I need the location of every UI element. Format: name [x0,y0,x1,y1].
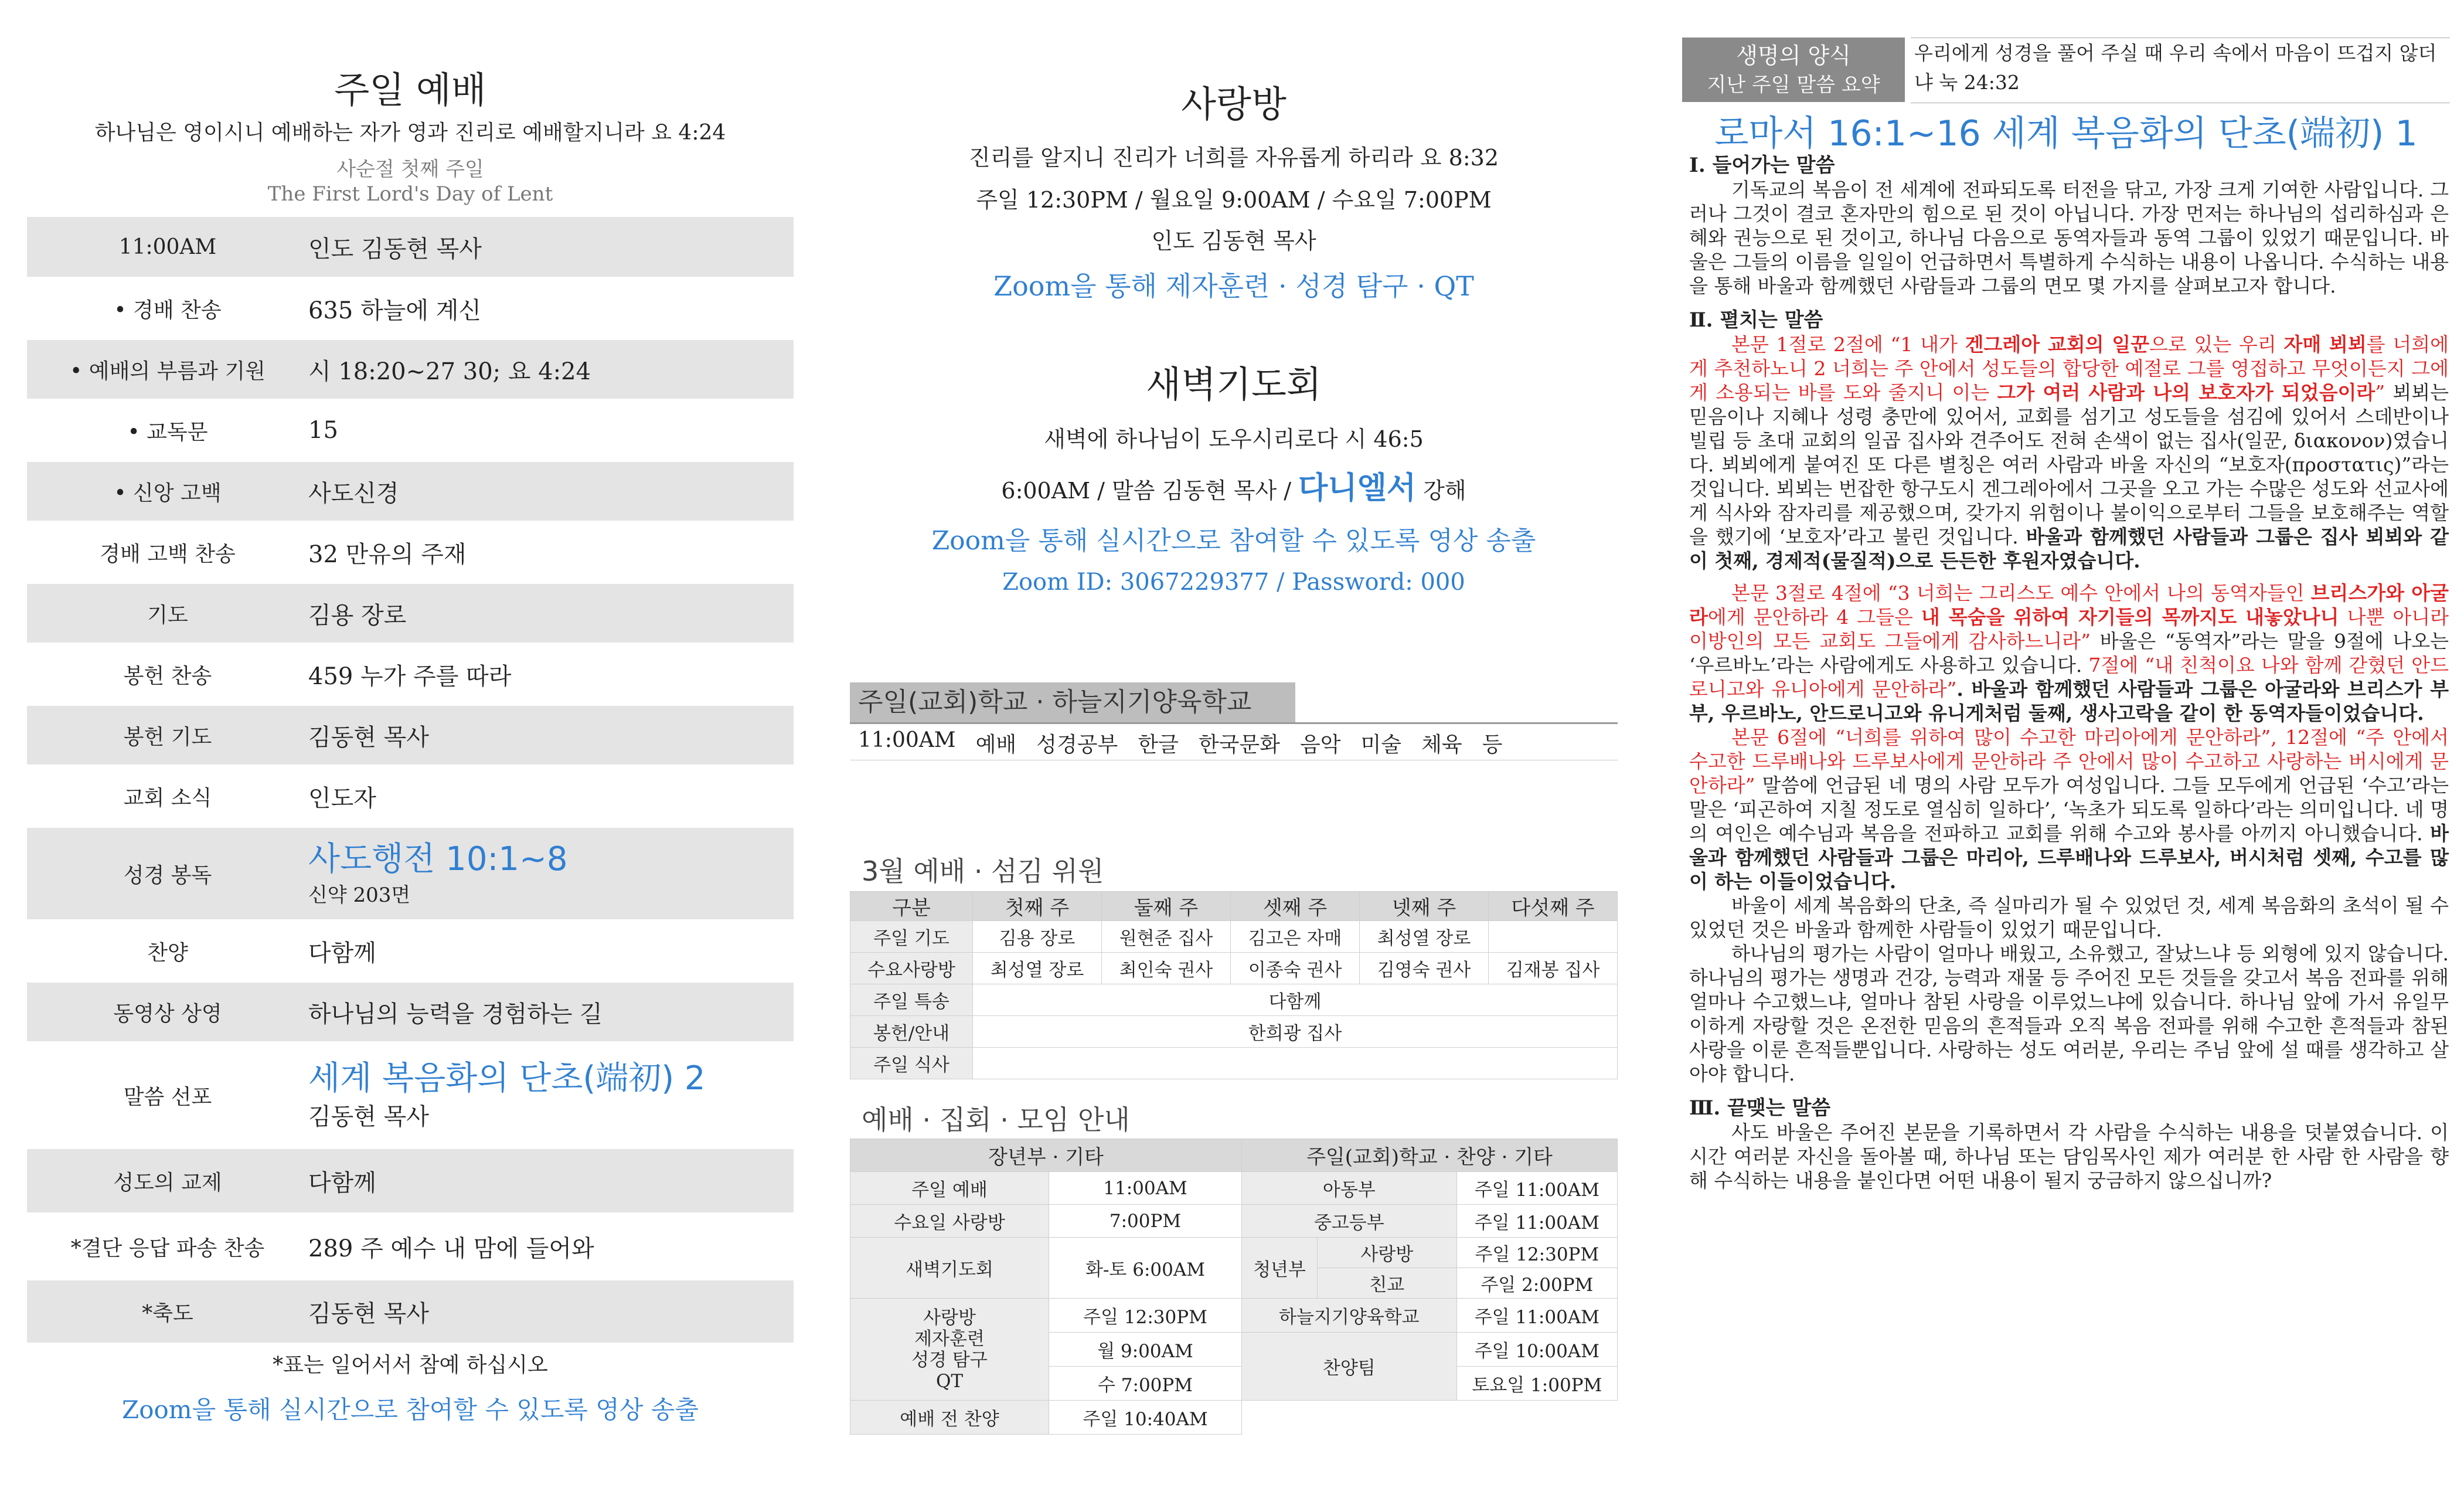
section-1-heading: Ⅰ. 들어가는 말씀 [1689,154,1835,177]
duty-cell: 최성열 장로 [1360,921,1489,953]
order-row [27,401,794,460]
paragraph-phoebe [1689,332,2449,573]
meeting-cell: 주일 예배 [850,1172,1049,1205]
sermon-title: 세계 복음화의 단초(端初) 2 [308,1059,706,1098]
order-label: 찬양 [147,940,188,965]
order-row [27,1280,794,1343]
duty-cell: 한희광 집사 [973,1016,1618,1048]
meeting-cell: 수요일 사랑방 [850,1205,1049,1238]
meeting-row [850,1401,1618,1435]
duty-cell: 김용 장로 [973,921,1102,953]
meeting-row [850,1299,1618,1333]
meeting-cell: 주일 10:00AM [1456,1333,1617,1367]
meeting-header-row [850,1139,1618,1172]
order-row-scripture [27,828,794,919]
order-value: 635 하늘에 계신 [308,297,481,324]
meeting-empty-cell [1242,1401,1618,1435]
order-value: 15 [308,417,338,444]
meeting-cell: 사랑방 [1318,1238,1457,1268]
order-row [27,340,794,399]
order-row [27,645,794,704]
standing-note: *표는 일어서서 참예 하십시오 [273,1353,548,1377]
order-value: 459 누가 주를 따라 [308,662,512,690]
meeting-cell: 주일 11:00AM [1456,1205,1617,1238]
meeting-row [850,1205,1618,1238]
duty-cell: 수요사랑방 [850,953,973,984]
duty-cell: 최인숙 권사 [1102,953,1231,984]
scripture-text: 7절에 “내 친척이요 나와 함께 갇혔던 안드로니고와 유니아에게 문안하라” [1689,654,2449,701]
meeting-cell: 청년부 [1242,1238,1318,1299]
duty-cell: 원현준 집사 [1102,921,1231,953]
school-item: 한글 [1138,733,1179,757]
duty-cell: 김고은 자매 [1231,921,1360,953]
summary-body [1689,154,2449,1192]
scripture-emphasis: 내 목숨을 위하여 자기들의 목까지도 내놓았나니 [1921,606,2339,628]
scripture-text: 를 너희에게 추천하노니 2 너희는 주 안에서 성도들의 합당한 예절로 그를 영접하고 무엇이든지 그에게 소용되는 바를 도와 줄지니 이는 [1689,333,2449,404]
scripture-page: 신약 203면 [308,883,411,907]
order-value [308,1059,794,1132]
order-label: • 경배 찬송 [114,298,222,322]
key-point: 바울과 함께했던 사람들과 그룹은 집사 뵈뵈와 같이 첫째, 경제적(물질적)으로 든든한 후원자였습니다. [1689,525,2449,572]
duty-header-row [850,892,1618,921]
school-items [858,728,1502,758]
duty-row [850,1016,1618,1048]
scripture-text: 으로 있는 우리 [2149,333,2284,356]
scripture-text: 본문 1절로 2절에 “1 내가 [1731,333,1965,356]
paragraph-foundation: 바울이 세계 복음화의 단초, 즉 실마리가 될 수 있었던 것, 세계 복음화의 초석이 될 수 있었던 것은 바울과 함께한 사람들이 있었기 때문입니다. [1689,894,2449,941]
summary-badge [1682,38,1905,102]
season-ko: 사순절 첫째 주일 [336,158,484,181]
meeting-row [850,1238,1618,1268]
meeting-cell: 토요일 1:00PM [1456,1367,1617,1401]
duty-row [850,984,1618,1016]
order-label: • 교독문 [127,420,208,444]
meeting-cell: 주일 12:30PM [1049,1299,1242,1333]
duty-cell: 이종숙 권사 [1231,953,1360,984]
order-value: 김용 장로 [308,602,407,629]
order-label: 경배 고백 찬송 [100,542,236,566]
school-item: 미술 [1360,733,1402,757]
dawn-time: 6:00AM / 말씀 김동현 목사 / [1001,478,1292,504]
meeting-cell: 화-토 6:00AM [1049,1238,1242,1299]
order-label: 11:00AM [118,235,217,259]
order-row [27,706,794,765]
order-value: 하나님의 능력을 경험하는 길 [308,1000,603,1028]
order-label: 성경 봉독 [123,863,212,888]
order-label: *결단 응답 파송 찬송 [70,1236,265,1260]
paragraph-mary [1689,725,2449,893]
order-value: 사도신경 [308,480,399,507]
section-3-heading: Ⅲ. 끝맺는 말씀 [1689,1096,1831,1120]
order-row [27,523,794,582]
duty-header-cell: 다섯째 주 [1489,892,1618,921]
school-item: 성경공부 [1036,733,1118,757]
school-item: 체육 [1421,733,1462,757]
section-2-heading: Ⅱ. 펼치는 말씀 [1689,308,1823,332]
badge-verse: 우리에게 성경을 풀어 주실 때 우리 속에서 마음이 뜨겁지 않더냐 눅 24:32 [1914,42,2437,94]
dawn-book: 다니엘서 [1298,471,1417,506]
school-item: 등 [1482,733,1503,757]
sermon-preacher: 김동현 목사 [308,1103,429,1130]
scripture-text: 본문 6절에 “너희를 위하여 많이 수고한 마리아에게 문안하라”, 12절에 “주 안에서 수고한 드루배나와 드루보사에게 문안하라 주 안에서 많이 수고하고 사랑하는 버시에게 문안하라” [1689,726,2449,797]
worship-title: 주일 예배 [334,69,486,111]
scripture-emphasis: 겐그레아 교회의 일꾼 [1965,333,2149,356]
meeting-cell: 주일 11:00AM [1456,1299,1617,1333]
body-text: 뵈뵈는 믿음이나 지혜나 성령 충만에 있어서, 교회를 섬기고 성도들을 섬김에 있어서 스데반이나 빌립 등 초대 교회의 일곱 집사와 견주어도 전혀 손색이 없는 집사(일꾼, διακονον)였습니다. 뵈뵈에게 붙여진 또 다른 별칭은 여러 사람과 바울 자신의 “보호자(προστατις)”라는 것입니다. 뵈뵈는 번잡한 항구도시 겐그레아에서 그곳을 오고 가는 수많은 성도와 선교사에게 식사와 잠자리를 제공했으며, 갖가지 위험이나 불이익으로부터 그들을 보호해주는 역할을 했기에 ‘보호자’라고 불린 것입니다. [1689,381,2449,548]
order-value: 다함께 [308,1169,376,1197]
duty-cell: 김영숙 권사 [1360,953,1489,984]
duty-cell: 김재봉 집사 [1489,953,1618,984]
order-value: 32 만유의 주재 [308,541,467,568]
duty-cell: 주일 특송 [850,984,973,1016]
school-item: 11:00AM [858,728,956,752]
duty-header-cell: 구분 [850,892,973,921]
order-label: • 신앙 고백 [114,481,222,505]
section-1-text: 기독교의 복음이 전 세계에 전파되도록 터전을 닦고, 가장 크게 기여한 사람입니다. 그러나 그것이 결코 혼자만의 힘으로 된 것이 아닙니다. 가장 먼저는 하나님의 섭리하심과 은혜와 권능으로 된 것이고, 하나님 다음으로 동역자들과 동역 그룹이 있었기 때문입니다. 바울은 그들의 이름을 일일이 언급하면서 특별하게 수식하는 내용이 나옵니다. 수식하는 내용을 통해 바울과 함께했던 사람들과 그룹의 면모 몇 가지를 살펴보고자 합니다. [1689,178,2449,297]
order-row [27,767,794,825]
scripture-emphasis: 자매 뵈뵈 [2283,333,2367,356]
order-value: 289 주 예수 내 맘에 들어와 [308,1235,594,1262]
meeting-cell: 예배 전 찬양 [850,1401,1049,1435]
meeting-cell: 주일 2:00PM [1456,1268,1617,1299]
sarang-zoom: Zoom을 통해 제자훈련 · 성경 탐구 · QT [993,270,1474,302]
badge-subtitle: 지난 주일 말씀 요약 [1707,73,1880,97]
meeting-cell: 7:00PM [1049,1205,1242,1238]
dawn-time-line [850,463,1618,507]
order-label: *축도 [142,1301,193,1326]
body-text: 말씀에 언급된 네 명의 사람 모두가 여성입니다. 그들 모두에게 언급된 ‘수고’라는 말은 ‘피곤하여 지칠 정도로 열심히 일하다’, ‘녹초가 되도록 일하다’라는 의미입니다. 네 명의 여인은 예수님과 복음을 전파하고 교회를 위해 수고와 봉사를 아끼지 아니했습니다. [1689,774,2449,845]
worship-verse: 하나님은 영이시니 예배하는 자가 영과 진리로 예배할지니라 요 4:24 [94,121,726,145]
scripture-text: 나뿐 아니라 이방인의 모든 교회도 그들에게 감사하느니라” [1689,606,2449,653]
paragraph-evaluation: 하나님의 평가는 사람이 얼마나 배웠고, 소유했고, 잘났느냐 등 외형에 있지 않습니다. 하나님의 평가는 생명과 건강, 능력과 재물 등 주어진 모든 것들을 갖고서 복음 전파를 위해 얼마나 수고했느냐, 얼마나 참된 사랑을 이루었느냐에 있습니다. 하나님 앞에 가서 유일무이하게 자랑할 것은 온전한 믿음의 흔적들과 오직 복음 전파를 위해 수고한 흔적들과 참된 사랑을 이룬 흔적들뿐입니다. 사랑하는 성도 여러분, 우리는 주님 앞에 설 때를 생각하고 살아야 합니다. [1689,942,2449,1085]
meeting-cell: 수 7:00PM [1049,1367,1242,1401]
order-row [27,462,794,521]
duty-table [850,891,1618,1079]
order-value: 인도 김동현 목사 [308,235,482,263]
duty-row [850,953,1618,984]
meeting-cell: 주일 12:30PM [1456,1238,1617,1268]
scripture-emphasis: 브리스가와 아굴라 [1689,582,2449,628]
meeting-cell: 11:00AM [1049,1172,1242,1205]
school-item: 예배 [975,733,1017,757]
meeting-cell: 중고등부 [1242,1205,1457,1238]
duty-header-cell: 넷째 주 [1360,892,1489,921]
key-point: . 바울과 함께했던 사람들과 그룹은 아굴라와 브리스가 부부, 우르바노, 안드로니고와 유니게처럼 둘째, 생사고락을 같이 한 동역자들이었습니다. [1689,678,2449,725]
sarang-time: 주일 12:30PM / 월요일 9:00AM / 수요일 7:00PM [976,187,1492,213]
paragraph-priscilla [1689,581,2449,725]
duty-cell: 다함께 [973,984,1618,1016]
body-text: 바울은 “동역자”라는 말을 9절에 나오는 ‘우르바노’라는 사람에게도 사용하고 있습니다. [1689,630,2449,677]
school-item: 음악 [1299,733,1341,757]
duty-cell [1489,921,1618,953]
meeting-title: 예배 · 집회 · 모임 안내 [862,1104,1130,1136]
order-label: 봉헌 찬송 [123,664,212,688]
meeting-cell: 아동부 [1242,1172,1457,1205]
sarang-title: 사랑방 [1181,83,1287,125]
school-item: 한국문화 [1198,733,1280,757]
meeting-cell: 찬양팀 [1242,1333,1457,1401]
dawn-zoom: Zoom을 통해 실시간으로 참여할 수 있도록 영상 송출 [931,526,1536,556]
order-value: 인도자 [308,784,376,812]
scripture-reference: 사도행전 10:1~8 [308,840,568,878]
scripture-text: ” [2375,381,2385,404]
summary-title: 로마서 16:1~16 세계 복음화의 단초(端初) 1 [1714,113,2418,154]
scripture-text: 에게 문안하라 4 그들은 [1707,606,1921,628]
meeting-cell: 사랑방 제자훈련 성경 탐구 QT [850,1299,1049,1401]
season-en: The First Lord's Day of Lent [267,182,553,206]
sarang-leader: 인도 김동현 목사 [1151,228,1316,254]
scripture-text: 본문 3절로 4절에 “3 너희는 그리스도 예수 안에서 나의 동역자들인 [1731,582,2311,604]
order-label: • 예배의 부름과 기원 [70,359,266,383]
dawn-zoom-id: Zoom ID: 3067229377 / Password: 000 [1002,569,1465,596]
duty-header-cell: 둘째 주 [1102,892,1231,921]
duty-header-cell: 셋째 주 [1231,892,1360,921]
order-value [308,840,794,908]
duty-row [850,921,1618,953]
duty-cell: 주일 식사 [850,1048,973,1079]
dawn-verse: 새벽에 하나님이 도우시리로다 시 46:5 [1044,426,1424,452]
duty-cell: 최성열 장로 [973,953,1102,984]
key-point: 바울과 함께했던 사람들과 그룹은 마리아, 드루배나와 드루보사, 버시처럼 셋째, 수고를 많이 하는 이들이었습니다. [1689,822,2449,893]
duty-cell [973,1048,1618,1079]
duty-cell: 주일 기도 [850,921,973,953]
order-row-sermon [27,1044,794,1147]
dawn-suffix: 강해 [1423,478,1466,504]
order-row [27,584,794,643]
order-row [27,1149,794,1212]
dawn-title: 새벽기도회 [1146,363,1322,406]
order-row [27,983,794,1041]
order-label: 성도의 교제 [113,1170,222,1195]
order-row [27,1215,794,1278]
order-label: 봉헌 기도 [123,725,212,749]
meeting-cell: 친교 [1318,1268,1457,1299]
order-value: 김동현 목사 [308,723,429,751]
meeting-row [850,1172,1618,1205]
section-3-text: 사도 바울은 주어진 본문을 기록하면서 각 사람을 수식하는 내용을 덧붙였습니다. 이 시간 여러분 자신을 돌아볼 때, 하나님 또는 담임목사인 제가 여러분 한 사람 한 사람을 향해 수식하는 내용을 붙인다면 어떤 내용이 될지 궁금하지 않으십니까? [1689,1121,2449,1192]
meeting-cell: 하늘지기양육학교 [1242,1299,1457,1333]
duty-row [850,1048,1618,1079]
order-value: 시 18:20~27 30; 요 4:24 [308,358,591,385]
duty-cell: 봉헌/안내 [850,1016,973,1048]
meeting-header-cell: 장년부 · 기타 [850,1139,1242,1172]
order-row [27,922,794,980]
meeting-cell: 주일 11:00AM [1456,1172,1617,1205]
order-row [27,217,794,277]
school-divider [850,722,1618,724]
meeting-cell: 월 9:00AM [1049,1333,1242,1367]
meeting-header-cell: 주일(교회)학교 · 찬양 · 기타 [1242,1139,1618,1172]
duty-header-cell: 첫째 주 [973,892,1102,921]
badge-title: 생명의 양식 [1736,43,1851,69]
meeting-cell: 새벽기도회 [850,1238,1049,1299]
zoom-notice: Zoom을 통해 실시간으로 참여할 수 있도록 영상 송출 [122,1395,699,1424]
sarang-verse: 진리를 알지니 진리가 너희를 자유롭게 하리라 요 8:32 [968,145,1499,171]
scripture-emphasis: 그가 여러 사람과 나의 보호자가 되었음이라 [1997,381,2375,404]
order-label: 기도 [147,603,188,627]
school-header: 주일(교회)학교 · 하늘지기양육학교 [850,682,1295,722]
order-value: 김동현 목사 [308,1300,429,1327]
order-value: 다함께 [308,939,376,967]
meeting-table [850,1139,1618,1435]
order-label: 동영상 상영 [113,1001,222,1026]
order-label: 교회 소식 [123,786,212,810]
order-row [27,279,794,338]
meeting-cell: 주일 10:40AM [1049,1401,1242,1435]
order-label: 말씀 선포 [123,1085,212,1109]
duty-title: 3월 예배 · 섬김 위원 [862,855,1104,887]
